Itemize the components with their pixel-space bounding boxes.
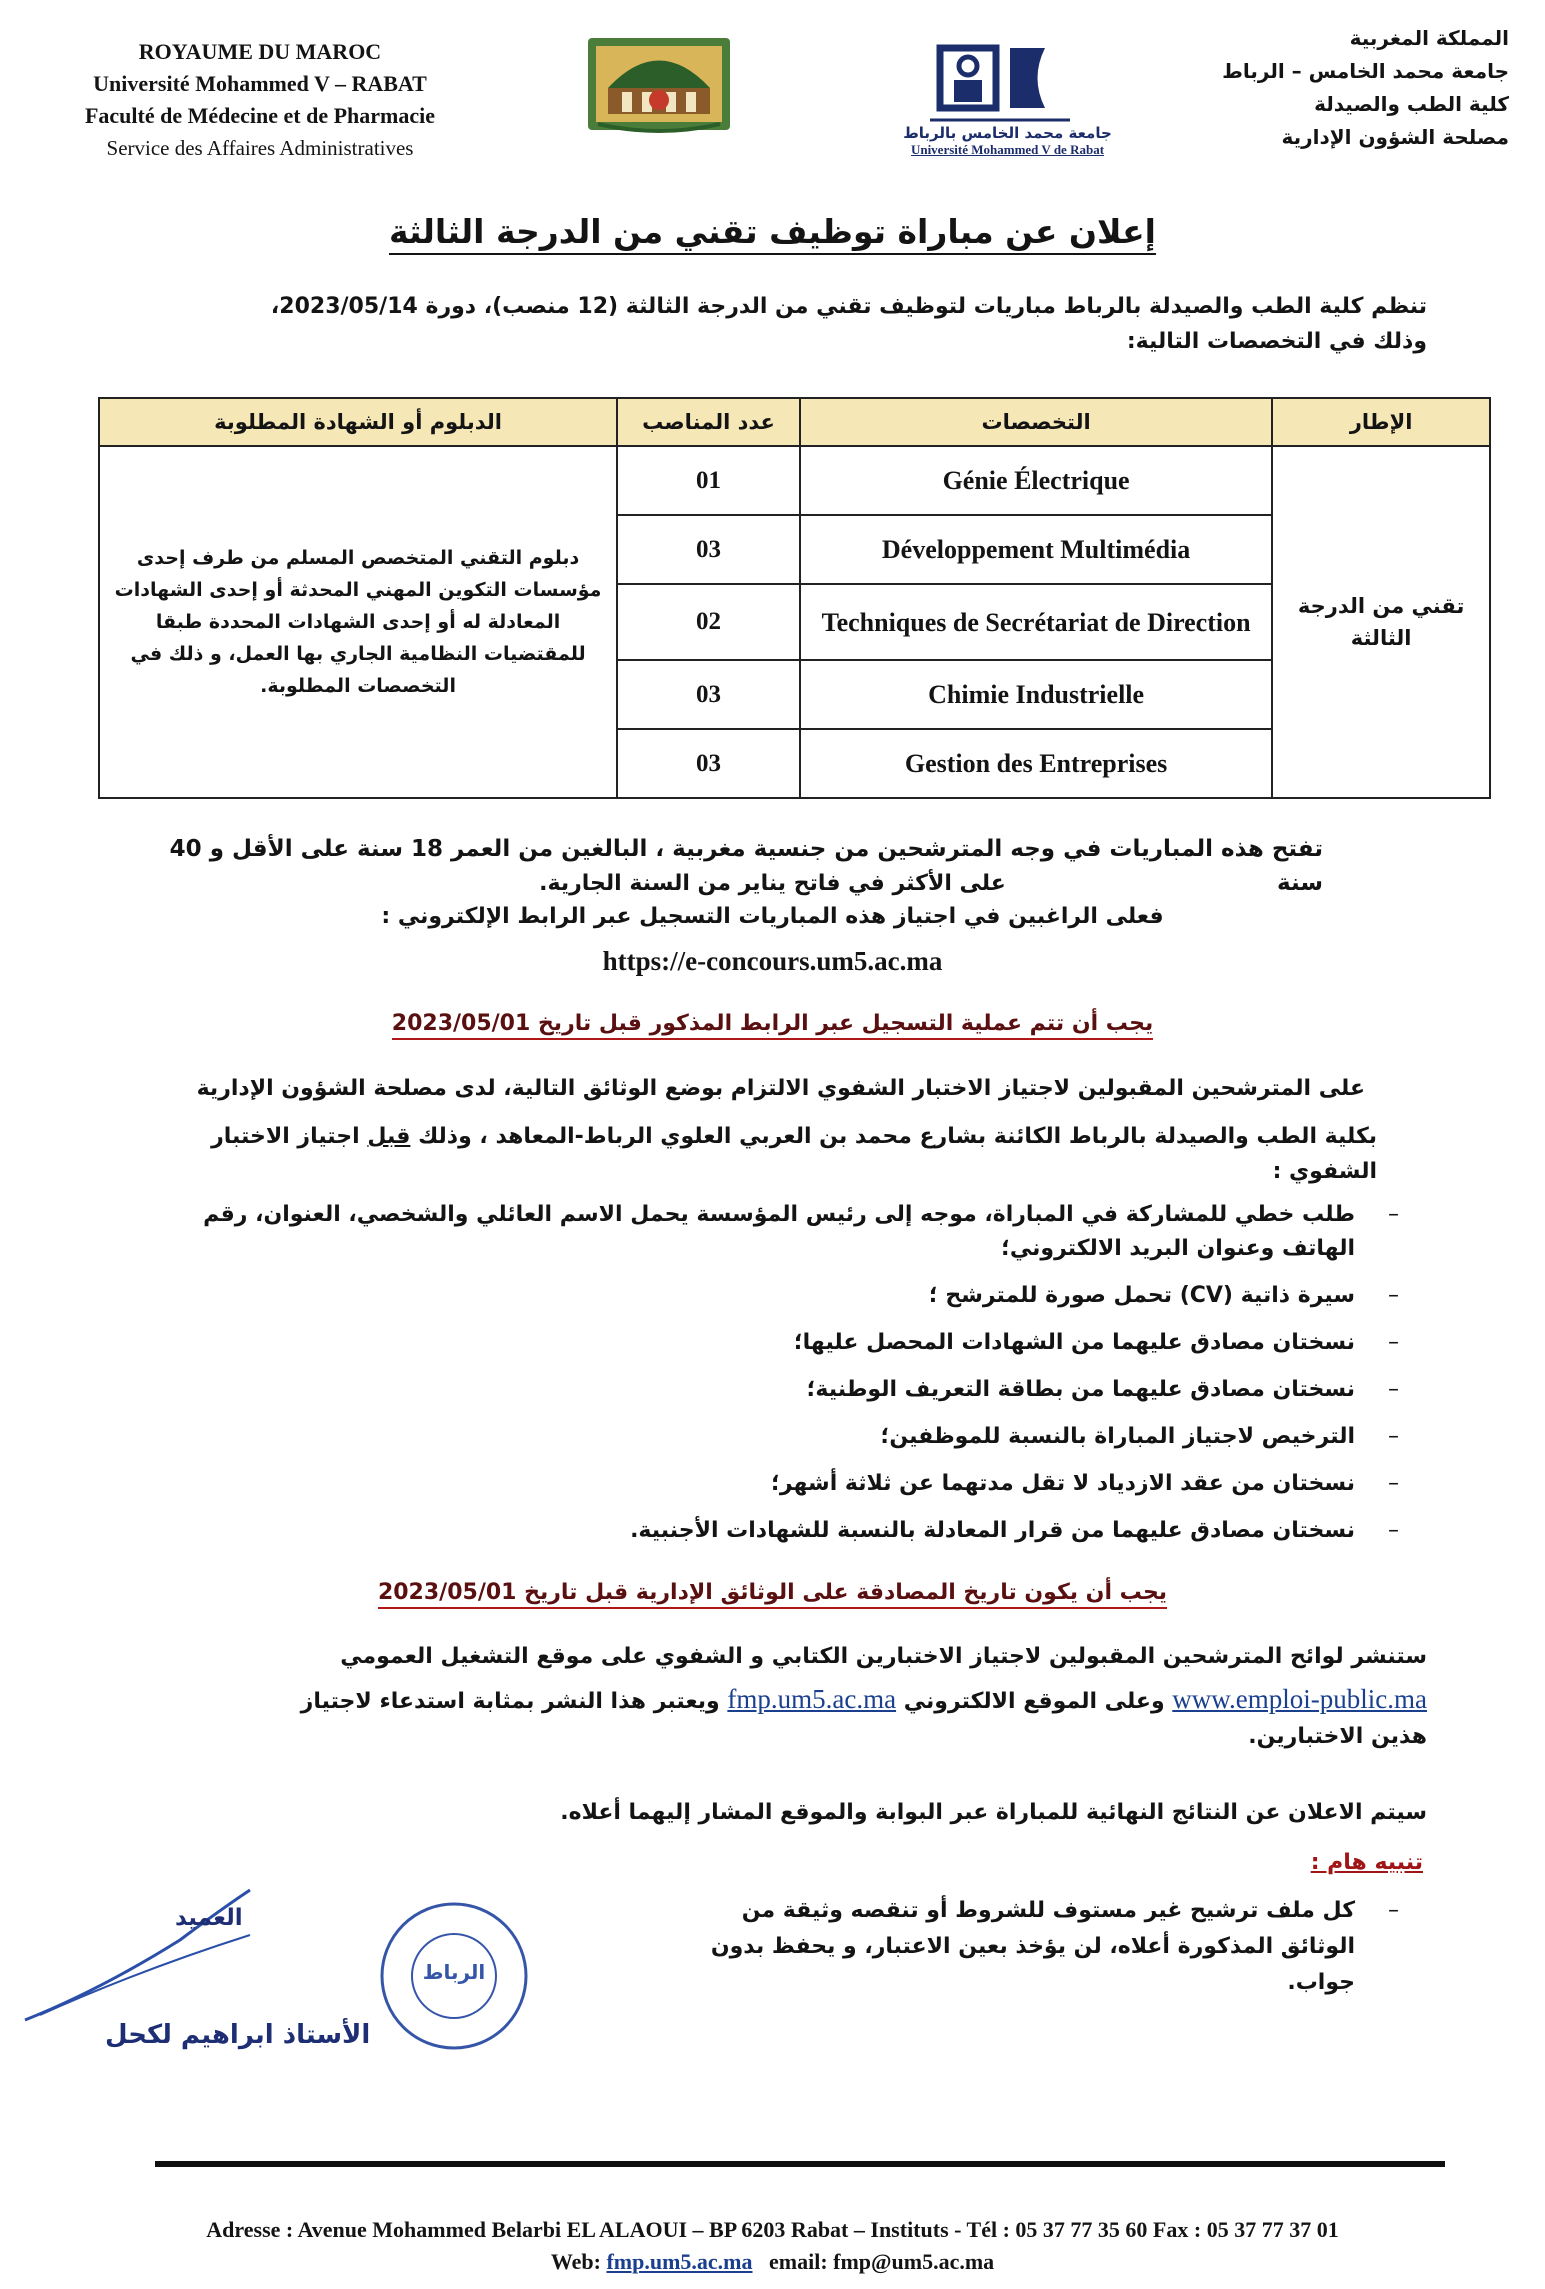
footer-divider	[155, 2161, 1445, 2167]
list-item: – نسختان من عقد الازدياد لا تقل مدتهما عن ثلاثة أشهر؛	[771, 1471, 1399, 1496]
header-cadre: الإطار	[1272, 398, 1490, 446]
announcement-title: إعلان عن مباراة توظيف تقني من الدرجة الثالثة	[0, 212, 1545, 251]
table-header-row	[99, 398, 1490, 446]
documents-intro-line-3: الشفوي :	[1272, 1159, 1377, 1184]
registration-deadline: يجب أن تتم عملية التسجيل عبر الرابط المذكور قبل تاريخ 2023/05/01	[0, 1011, 1545, 1036]
list-item: – نسختان مصادق عليهما من الشهادات المحصل عليها؛	[793, 1330, 1399, 1355]
speciality-cell: Gestion des Entreprises	[800, 729, 1272, 798]
documents-intro-line-2: بكلية الطب والصيدلة بالرباط الكائنة بشارع محمد بن العربي العلوي الرباط-المعاهد ، وذلك قبل اجتياز الاختبار	[211, 1124, 1377, 1149]
official-stamp	[376, 1898, 532, 2054]
documents-deadline: يجب أن يكون تاريخ المصادقة على الوثائق الإدارية قبل تاريخ 2023/05/01	[0, 1580, 1545, 1605]
service-fr: Service des Affaires Administratives	[106, 136, 414, 160]
list-item: – نسختان مصادق عليهما من قرار المعادلة بالنسبة للشهادات الأجنبية.	[630, 1518, 1399, 1543]
university-fr: Université Mohammed V – RABAT	[93, 71, 427, 96]
publication-line-1: ستنشر لوائح المترشحين المقبولين لاجتياز الاختبارين الكتابي و الشفوي على موقع التشغيل العمومي	[340, 1644, 1427, 1669]
emploi-public-link[interactable]: www.emploi-public.ma	[1172, 1684, 1427, 1714]
university-logo-text-fr: Université Mohammed V de Rabat	[910, 142, 1105, 157]
posts-cell: 03	[617, 660, 800, 729]
list-item: – طلب خطي للمشاركة في المباراة، موجه إلى رئيس المؤسسة يحمل الاسم العائلي والشخصي، العنوان، رقم الهاتف وعنوان البريد الالكتروني؛	[203, 1202, 1399, 1261]
speciality-cell: Techniques de Secrétariat de Direction	[800, 584, 1272, 660]
footer-email[interactable]: fmp@um5.ac.ma	[833, 2249, 995, 2274]
dean-title: العميد	[175, 1905, 243, 1931]
faculty-ar: كلية الطب والصيدلة	[1314, 92, 1509, 116]
specialities-table	[98, 397, 1491, 799]
kingdom-fr: ROYAUME DU MAROC	[138, 39, 382, 64]
faculty-logo	[578, 28, 740, 136]
list-item: – سيرة ذاتية (CV) تحمل صورة للمترشح ؛	[928, 1283, 1399, 1308]
footer-web-link[interactable]: fmp.um5.ac.ma	[606, 2249, 753, 2274]
warning-title: تنبيه هام :	[1310, 1850, 1423, 1875]
list-item: – نسختان مصادق عليهما من بطاقة التعريف الوطنية؛	[806, 1377, 1399, 1402]
header-fr	[40, 36, 480, 164]
documents-list	[169, 1198, 1399, 1561]
speciality-cell: Développement Multimédia	[800, 515, 1272, 584]
dean-name: الأستاذ ابراهيم لكحل	[105, 2020, 371, 2050]
stamp-center-text: الرباط	[422, 1960, 486, 1984]
intro-line-2: وذلك في التخصصات التالية:	[1126, 329, 1427, 354]
table-row	[99, 446, 1490, 515]
header-ar	[1209, 22, 1509, 154]
university-logo	[870, 30, 1145, 160]
posts-cell: 01	[617, 446, 800, 515]
header-posts: عدد المناصب	[617, 398, 800, 446]
footer-address: Adresse : Avenue Mohammed Belarbi EL ALAOUI – BP 6203 Rabat – Instituts - Tél : 05 37 77 35 60 Fax : 05 37 77 37 01	[206, 2217, 1339, 2242]
kingdom-ar: المملكة المغربية	[1349, 26, 1509, 50]
faculty-fr: Faculté de Médecine et de Pharmacie	[84, 103, 436, 128]
speciality-cell: Chimie Industrielle	[800, 660, 1272, 729]
handwritten-signature-icon	[20, 1880, 350, 2030]
fmp-link[interactable]: fmp.um5.ac.ma	[727, 1684, 897, 1714]
header-diploma: الدبلوم أو الشهادة المطلوبة	[99, 398, 617, 446]
speciality-cell: Génie Électrique	[800, 446, 1272, 515]
service-ar: مصلحة الشؤون الإدارية	[1281, 125, 1509, 149]
documents-intro-line-1: على المترشحين المقبولين لاجتياز الاختبار الشفوي الالتزام بوضع الوثائق التالية، لدى مصلحة الشؤون الإدارية	[196, 1076, 1365, 1101]
footer-web: Web: fmp.um5.ac.ma email: fmp@um5.ac.ma	[550, 2249, 995, 2274]
eligibility-line-1: تفتح هذه المباريات في وجه المترشحين من جنسية مغربية ، البالغين من العمر 18 سنة على الأقل و 40 سنة	[169, 836, 1323, 896]
university-logo-text-ar: جامعة محمد الخامس بالرباط	[903, 124, 1112, 142]
eligibility-line-2: على الأكثر في فاتح يناير من السنة الجارية.	[539, 871, 1006, 896]
posts-cell: 03	[617, 729, 800, 798]
cadre-cell: تقني من الدرجة الثالثة	[1272, 446, 1490, 798]
warning-item: – كل ملف ترشيح غير مستوف للشروط أو تنقصه وثيقة من الوثائق المذكورة أعلاه، لن يؤخذ بعين الاعتبار، و يحفظ بدون جواب.	[710, 1898, 1399, 1995]
posts-cell: 03	[617, 515, 800, 584]
registration-url[interactable]: https://e-concours.um5.ac.ma	[602, 946, 943, 976]
diploma-cell: دبلوم التقني المتخصص المسلم من طرف إحدى مؤسسات التكوين المهني المحدثة أو إحدى الشهادات المعادلة له أو إحدى الشهادات المحددة طبقا للمقتضيات النظامية الجاري بها العمل، و ذلك في التخصصات المطلوبة.	[99, 446, 617, 798]
intro-line-1: تنظم كلية الطب والصيدلة بالرباط مباريات لتوظيف تقني من الدرجة الثالثة (12 منصب)، دورة 2023/05/14،	[270, 294, 1427, 319]
publication-line-2: www.emploi-public.ma وعلى الموقع الالكتروني fmp.um5.ac.ma ويعتبر هذا النشر بمثابة استدعاء لاجتياز	[300, 1684, 1427, 1714]
list-item: – الترخيص لاجتياز المباراة بالنسبة للموظفين؛	[880, 1424, 1399, 1449]
posts-cell: 02	[617, 584, 800, 660]
eligibility-line-3: فعلى الراغبين في اجتياز هذه المباريات التسجيل عبر الرابط الإلكتروني :	[381, 904, 1164, 929]
university-emblem-icon	[870, 30, 1145, 126]
publication-line-3: هذين الاختبارين.	[1248, 1724, 1427, 1749]
header-specialities: التخصصات	[800, 398, 1272, 446]
results-note: سيتم الاعلان عن النتائج النهائية للمباراة عبر البوابة والموقع المشار إليهما أعلاه.	[560, 1800, 1427, 1825]
university-ar: جامعة محمد الخامس – الرباط	[1222, 59, 1509, 83]
